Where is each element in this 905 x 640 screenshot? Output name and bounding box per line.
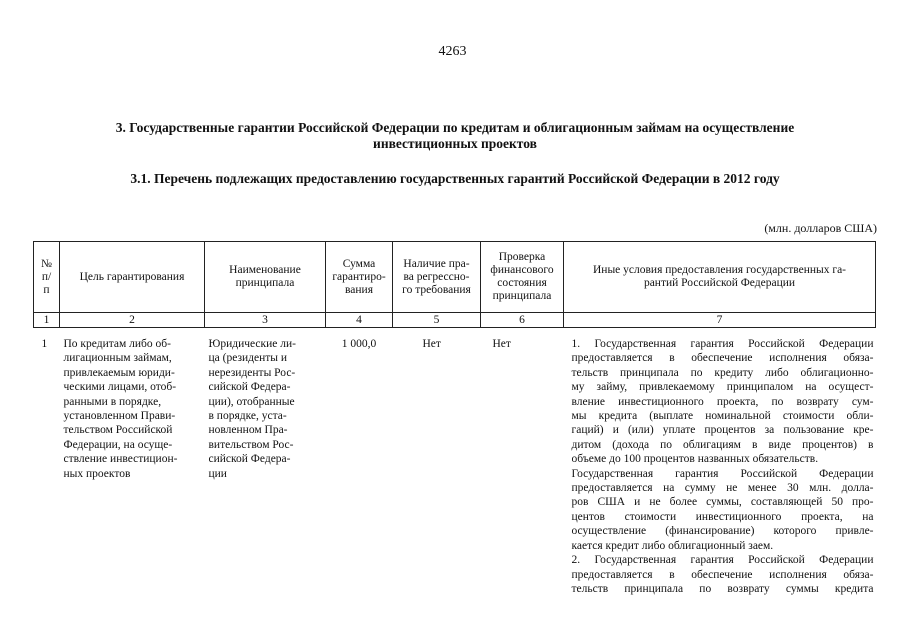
text-line: сийской Федера- (208, 453, 291, 466)
text-line: принципала (235, 277, 295, 289)
page-number: 4263 (438, 44, 467, 59)
terms-cell (564, 328, 876, 597)
terms-line: объеме до 100 процентов названных обязательств. (571, 453, 819, 466)
header-cell-terms (564, 242, 876, 313)
column-number-row (34, 313, 876, 328)
terms-line: предоставляется в обеспечение исполнения обяза- (571, 352, 874, 365)
terms-line: предоставляется в обеспечение исполнения обяза- (571, 568, 874, 581)
financial-check-cell: Нет (492, 338, 511, 350)
text-line: № (41, 257, 52, 270)
text-line: принципала (492, 290, 552, 302)
purpose-cell (60, 328, 205, 597)
text-line: установленном Прави- (63, 410, 176, 423)
text-line: ции (208, 467, 227, 480)
guarantees-table (33, 241, 876, 596)
text-line: ца (резиденты и (208, 352, 288, 365)
text-line: Наименование (229, 264, 301, 276)
text-line: ва регрессно- (403, 270, 470, 283)
header-cell-num (34, 242, 60, 313)
header-cell-sum (326, 242, 393, 313)
text-line: По кредитам либо об- (63, 338, 171, 350)
text-line: тельством Российской (63, 424, 173, 437)
terms-line: тельств принципала по возврату суммы кредита (571, 582, 874, 595)
column-number: 5 (393, 313, 481, 328)
section-title (60, 120, 850, 152)
header-cell-purpose (60, 242, 205, 313)
text-line: Сумма (342, 257, 376, 270)
regress-cell: Нет (422, 338, 441, 350)
column-number: 7 (564, 313, 876, 328)
terms-line: 1. Государственная гарантия Российской Федерации (571, 338, 874, 350)
column-number: 2 (60, 313, 205, 328)
text-line: сийской Федера- (208, 381, 291, 394)
text-line: Цель гарантирования (79, 270, 185, 283)
text-line: Наличие пра- (403, 257, 470, 270)
table-row (34, 328, 876, 597)
column-number: 6 (481, 313, 564, 328)
text-line: вительством Рос- (208, 438, 294, 451)
terms-line: кается кредит либо облигационный заем. (571, 539, 774, 552)
text-line: вания (345, 283, 373, 296)
section-title-line: 3. Государственные гарантии Российской Федерации по кредитам и облигационным займам на осуществление (115, 120, 795, 135)
header-cell-check (481, 242, 564, 313)
column-number: 3 (205, 313, 326, 328)
column-number: 4 (326, 313, 393, 328)
text-line: привлекаемым юриди- (63, 366, 175, 379)
subsection-title: 3.1. Перечень подлежащих предоставлению государственных гарантий Российской Федерации в 2012 году (130, 171, 780, 186)
text-line: Федерации, на осуще- (63, 438, 173, 451)
header-cell-regress (393, 242, 481, 313)
section-title-line: инвестиционных проектов (373, 136, 537, 151)
text-line: ствление инвестицион- (63, 453, 178, 466)
text-line: новленном Пра- (208, 424, 288, 437)
text-line: го требования (402, 283, 471, 296)
principal-cell (205, 328, 326, 597)
text-line: Юридические ли- (208, 338, 296, 350)
text-line: Проверка (498, 251, 546, 263)
text-line: гарантиро- (332, 270, 386, 283)
terms-line: Государственная гарантия Российской Федерации (571, 467, 874, 480)
header-row (34, 242, 876, 313)
text-line: ных проектов (63, 467, 131, 480)
text-line: в порядке, уста- (208, 410, 287, 423)
terms-line: предоставляется на сумму не менее 30 млн. долла- (571, 482, 874, 495)
text-line: п/ (41, 270, 52, 283)
text-line: финансового (490, 264, 554, 276)
text-line: нерезиденты Рос- (208, 366, 296, 379)
text-line: рантий Российской Федерации (643, 277, 796, 289)
text-line: ранными в порядке, (63, 395, 162, 408)
units-note: (млн. долларов США) (764, 221, 877, 235)
terms-line: мы кредита (выплате номинальной стоимости обли- (571, 410, 874, 423)
terms-line: му займу, привлекаемому принципалом на осущест- (571, 381, 874, 394)
text-line: п (43, 283, 50, 296)
terms-line: осуществление (финансирование) которого привле- (571, 525, 874, 538)
column-number: 1 (34, 313, 60, 328)
terms-line: тельств принципала по кредиту либо облигационно- (571, 366, 874, 379)
text-line: состояния (497, 277, 547, 289)
text-line: лигационным займам, (63, 352, 172, 365)
text-line: ции), отобранные (208, 395, 295, 408)
terms-line: ров США и не более суммы, составляющей 50 про- (571, 496, 874, 509)
row-number: 1 (41, 338, 48, 350)
text-line: ческими лицами, отоб- (63, 381, 177, 394)
text-line: Иные условия предоставления государственных га- (592, 264, 847, 276)
sum-cell: 1 000,0 (341, 338, 377, 350)
terms-line: вление инвестиционного проекта, по возврату сум- (571, 395, 874, 408)
header-cell-principal (205, 242, 326, 313)
terms-line: дитом (дохода по облигациям в виде процентов) в (571, 438, 874, 451)
terms-line: гаций) и (или) уплате процентов за пользование кре- (571, 424, 874, 437)
terms-line: 2. Государственная гарантия Российской Федерации (571, 554, 874, 567)
terms-line: центов стоимости инвестиционного проекта, на (571, 510, 874, 523)
